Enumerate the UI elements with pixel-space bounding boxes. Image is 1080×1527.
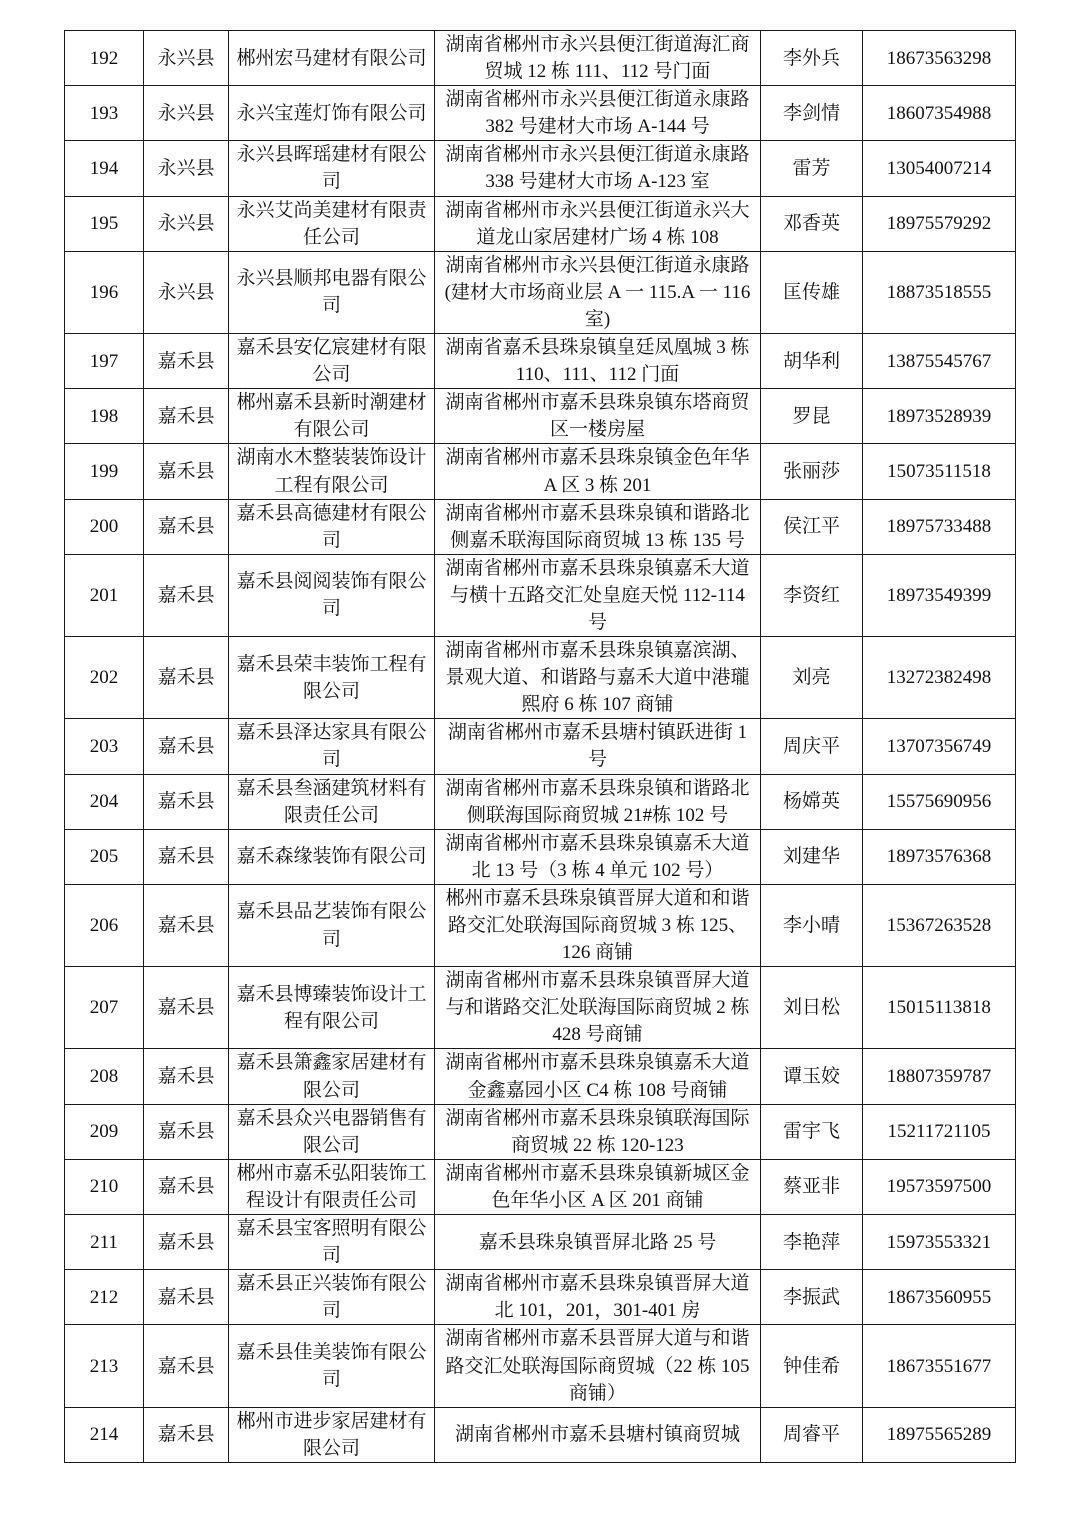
company-name-cell: 嘉禾县泽达家具有限公司: [229, 719, 435, 774]
table-row: [65, 251, 1016, 333]
contact-person-cell: 刘建华: [761, 829, 863, 884]
contact-person-cell: 罗昆: [761, 389, 863, 444]
phone-number-cell: 18673560955: [863, 1270, 1016, 1325]
table-row: [65, 1104, 1016, 1159]
table-row: [65, 637, 1016, 719]
phone-number-cell: 15211721105: [863, 1104, 1016, 1159]
table-row: [65, 389, 1016, 444]
table-row: [65, 554, 1016, 636]
contact-person-cell: 谭玉姣: [761, 1049, 863, 1104]
row-number-cell: 213: [65, 1325, 144, 1407]
address-cell: 湖南省郴州市嘉禾县珠泉镇和谐路北 侧联海国际商贸城 21#栋 102 号: [435, 774, 761, 829]
table-row: [65, 1325, 1016, 1407]
table-row: [65, 196, 1016, 251]
company-name-cell: 永兴宝莲灯饰有限公司: [229, 86, 435, 141]
phone-number-cell: 13054007214: [863, 141, 1016, 196]
county-cell: 嘉禾县: [144, 1049, 229, 1104]
county-cell: 嘉禾县: [144, 967, 229, 1049]
row-number-cell: 208: [65, 1049, 144, 1104]
table-row: [65, 499, 1016, 554]
contact-person-cell: 李外兵: [761, 31, 863, 86]
address-cell: 湖南省郴州市嘉禾县珠泉镇新城区金 色年华小区 A 区 201 商铺: [435, 1159, 761, 1214]
county-cell: 嘉禾县: [144, 499, 229, 554]
row-number-cell: 211: [65, 1215, 144, 1270]
table-row: [65, 774, 1016, 829]
county-cell: 永兴县: [144, 196, 229, 251]
contact-person-cell: 胡华利: [761, 334, 863, 389]
address-cell: 湖南省郴州市永兴县便江街道海汇商 贸城 12 栋 111、112 号门面: [435, 31, 761, 86]
phone-number-cell: 18873518555: [863, 251, 1016, 333]
address-cell: 湖南省郴州市嘉禾县珠泉镇东塔商贸 区一楼房屋: [435, 389, 761, 444]
row-number-cell: 197: [65, 334, 144, 389]
contact-person-cell: 李资红: [761, 554, 863, 636]
row-number-cell: 198: [65, 389, 144, 444]
company-name-cell: 嘉禾县安亿宸建材有限公司: [229, 334, 435, 389]
company-name-cell: 郴州宏马建材有限公司: [229, 31, 435, 86]
phone-number-cell: 15973553321: [863, 1215, 1016, 1270]
row-number-cell: 206: [65, 884, 144, 966]
county-cell: 嘉禾县: [144, 444, 229, 499]
address-cell: 湖南省郴州市嘉禾县珠泉镇金色年华 A 区 3 栋 201: [435, 444, 761, 499]
phone-number-cell: 15073511518: [863, 444, 1016, 499]
row-number-cell: 201: [65, 554, 144, 636]
address-cell: 郴州市嘉禾县珠泉镇晋屏大道和和谐 路交汇处联海国际商贸城 3 栋 125、 126 商铺: [435, 884, 761, 966]
phone-number-cell: 18973549399: [863, 554, 1016, 636]
table-row: [65, 1270, 1016, 1325]
table-row: [65, 1407, 1016, 1462]
county-cell: 嘉禾县: [144, 1325, 229, 1407]
phone-number-cell: 18673551677: [863, 1325, 1016, 1407]
county-cell: 嘉禾县: [144, 1159, 229, 1214]
phone-number-cell: 18607354988: [863, 86, 1016, 141]
row-number-cell: 210: [65, 1159, 144, 1214]
company-name-cell: 嘉禾县品艺装饰有限公司: [229, 884, 435, 966]
address-cell: 湖南省嘉禾县珠泉镇皇廷凤凰城 3 栋 110、111、112 门面: [435, 334, 761, 389]
contact-person-cell: 周庆平: [761, 719, 863, 774]
contact-person-cell: 李小晴: [761, 884, 863, 966]
row-number-cell: 203: [65, 719, 144, 774]
company-name-cell: 嘉禾县宝客照明有限公司: [229, 1215, 435, 1270]
row-number-cell: 204: [65, 774, 144, 829]
company-name-cell: 永兴艾尚美建材有限责任公司: [229, 196, 435, 251]
address-cell: 湖南省郴州市嘉禾县塘村镇商贸城: [435, 1407, 761, 1462]
county-cell: 嘉禾县: [144, 829, 229, 884]
county-cell: 嘉禾县: [144, 389, 229, 444]
contact-person-cell: 匡传雄: [761, 251, 863, 333]
table-row: [65, 829, 1016, 884]
row-number-cell: 200: [65, 499, 144, 554]
address-cell: 湖南省郴州市嘉禾县珠泉镇晋屏大道 北 101，201，301-401 房: [435, 1270, 761, 1325]
phone-number-cell: 15015113818: [863, 967, 1016, 1049]
address-cell: 湖南省郴州市嘉禾县珠泉镇嘉禾大道 与横十五路交汇处皇庭天悦 112-114 号: [435, 554, 761, 636]
table-row: [65, 1215, 1016, 1270]
row-number-cell: 192: [65, 31, 144, 86]
phone-number-cell: 15367263528: [863, 884, 1016, 966]
phone-number-cell: 15575690956: [863, 774, 1016, 829]
company-name-cell: 嘉禾县博臻装饰设计工程有限公司: [229, 967, 435, 1049]
county-cell: 嘉禾县: [144, 1104, 229, 1159]
phone-number-cell: 18973576368: [863, 829, 1016, 884]
phone-number-cell: 13707356749: [863, 719, 1016, 774]
table-row: [65, 967, 1016, 1049]
company-list-table: [64, 30, 1016, 1463]
county-cell: 永兴县: [144, 251, 229, 333]
contact-person-cell: 钟佳希: [761, 1325, 863, 1407]
phone-number-cell: 19573597500: [863, 1159, 1016, 1214]
table-row: [65, 444, 1016, 499]
row-number-cell: 212: [65, 1270, 144, 1325]
contact-person-cell: 李剑情: [761, 86, 863, 141]
table-body: [65, 31, 1016, 1463]
row-number-cell: 199: [65, 444, 144, 499]
company-name-cell: 湖南水木整装装饰设计工程有限公司: [229, 444, 435, 499]
company-name-cell: 郴州市嘉禾弘阳装饰工程设计有限责任公司: [229, 1159, 435, 1214]
address-cell: 湖南省郴州市嘉禾县珠泉镇嘉禾大道 北 13 号（3 栋 4 单元 102 号）: [435, 829, 761, 884]
county-cell: 永兴县: [144, 31, 229, 86]
table-row: [65, 334, 1016, 389]
row-number-cell: 193: [65, 86, 144, 141]
contact-person-cell: 刘亮: [761, 637, 863, 719]
row-number-cell: 195: [65, 196, 144, 251]
county-cell: 永兴县: [144, 86, 229, 141]
phone-number-cell: 18973528939: [863, 389, 1016, 444]
phone-number-cell: 18807359787: [863, 1049, 1016, 1104]
row-number-cell: 205: [65, 829, 144, 884]
contact-person-cell: 邓香英: [761, 196, 863, 251]
phone-number-cell: 18975579292: [863, 196, 1016, 251]
contact-person-cell: 侯江平: [761, 499, 863, 554]
phone-number-cell: 18975733488: [863, 499, 1016, 554]
county-cell: 嘉禾县: [144, 554, 229, 636]
phone-number-cell: 13272382498: [863, 637, 1016, 719]
contact-person-cell: 李振武: [761, 1270, 863, 1325]
row-number-cell: 209: [65, 1104, 144, 1159]
row-number-cell: 207: [65, 967, 144, 1049]
row-number-cell: 196: [65, 251, 144, 333]
address-cell: 湖南省郴州市嘉禾县珠泉镇嘉禾大道 金鑫嘉园小区 C4 栋 108 号商铺: [435, 1049, 761, 1104]
company-name-cell: 嘉禾县叁涵建筑材料有限责任公司: [229, 774, 435, 829]
address-cell: 湖南省郴州市嘉禾县晋屏大道与和谐 路交汇处联海国际商贸城（22 栋 105 商铺）: [435, 1325, 761, 1407]
address-cell: 湖南省郴州市嘉禾县珠泉镇嘉滨湖、 景观大道、和谐路与嘉禾大道中港瓏 熙府 6 栋 107 商铺: [435, 637, 761, 719]
county-cell: 嘉禾县: [144, 719, 229, 774]
address-cell: 湖南省郴州市永兴县便江街道永康路 382 号建材大市场 A-144 号: [435, 86, 761, 141]
table-row: [65, 141, 1016, 196]
county-cell: 嘉禾县: [144, 637, 229, 719]
contact-person-cell: 刘日松: [761, 967, 863, 1049]
company-name-cell: 嘉禾森缘装饰有限公司: [229, 829, 435, 884]
address-cell: 湖南省郴州市嘉禾县珠泉镇晋屏大道 与和谐路交汇处联海国际商贸城 2 栋 428 号商铺: [435, 967, 761, 1049]
county-cell: 嘉禾县: [144, 774, 229, 829]
county-cell: 嘉禾县: [144, 334, 229, 389]
address-cell: 湖南省郴州市永兴县便江街道永康路 338 号建材大市场 A-123 室: [435, 141, 761, 196]
table-row: [65, 884, 1016, 966]
phone-number-cell: 18673563298: [863, 31, 1016, 86]
county-cell: 嘉禾县: [144, 1270, 229, 1325]
county-cell: 嘉禾县: [144, 1407, 229, 1462]
row-number-cell: 214: [65, 1407, 144, 1462]
table-row: [65, 719, 1016, 774]
company-name-cell: 郴州市进步家居建材有限公司: [229, 1407, 435, 1462]
county-cell: 永兴县: [144, 141, 229, 196]
contact-person-cell: 杨嫦英: [761, 774, 863, 829]
contact-person-cell: 雷芳: [761, 141, 863, 196]
address-cell: 湖南省郴州市嘉禾县珠泉镇和谐路北 侧嘉禾联海国际商贸城 13 栋 135 号: [435, 499, 761, 554]
contact-person-cell: 周睿平: [761, 1407, 863, 1462]
company-name-cell: 嘉禾县阅阅装饰有限公司: [229, 554, 435, 636]
company-name-cell: 嘉禾县正兴装饰有限公司: [229, 1270, 435, 1325]
contact-person-cell: 雷宇飞: [761, 1104, 863, 1159]
company-name-cell: 嘉禾县众兴电器销售有限公司: [229, 1104, 435, 1159]
address-cell: 湖南省郴州市永兴县便江街道永兴大 道龙山家居建材广场 4 栋 108: [435, 196, 761, 251]
address-cell: 湖南省郴州市嘉禾县珠泉镇联海国际 商贸城 22 栋 120-123: [435, 1104, 761, 1159]
table-row: [65, 31, 1016, 86]
company-name-cell: 嘉禾县佳美装饰有限公司: [229, 1325, 435, 1407]
table-row: [65, 1159, 1016, 1214]
county-cell: 嘉禾县: [144, 1215, 229, 1270]
address-cell: 嘉禾县珠泉镇晋屏北路 25 号: [435, 1215, 761, 1270]
row-number-cell: 202: [65, 637, 144, 719]
contact-person-cell: 李艳萍: [761, 1215, 863, 1270]
contact-person-cell: 张丽莎: [761, 444, 863, 499]
row-number-cell: 194: [65, 141, 144, 196]
address-cell: 湖南省郴州市嘉禾县塘村镇跃进街 1 号: [435, 719, 761, 774]
company-name-cell: 嘉禾县荣丰装饰工程有限公司: [229, 637, 435, 719]
contact-person-cell: 蔡亚非: [761, 1159, 863, 1214]
phone-number-cell: 13875545767: [863, 334, 1016, 389]
company-name-cell: 嘉禾县高德建材有限公司: [229, 499, 435, 554]
company-name-cell: 永兴县顺邦电器有限公司: [229, 251, 435, 333]
table-row: [65, 1049, 1016, 1104]
company-name-cell: 永兴县晖瑶建材有限公司: [229, 141, 435, 196]
address-cell: 湖南省郴州市永兴县便江街道永康路 (建材大市场商业层 A 一 115.A 一 116 室): [435, 251, 761, 333]
company-name-cell: 嘉禾县箫鑫家居建材有限公司: [229, 1049, 435, 1104]
county-cell: 嘉禾县: [144, 884, 229, 966]
table-row: [65, 86, 1016, 141]
company-name-cell: 郴州嘉禾县新时潮建材有限公司: [229, 389, 435, 444]
phone-number-cell: 18975565289: [863, 1407, 1016, 1462]
